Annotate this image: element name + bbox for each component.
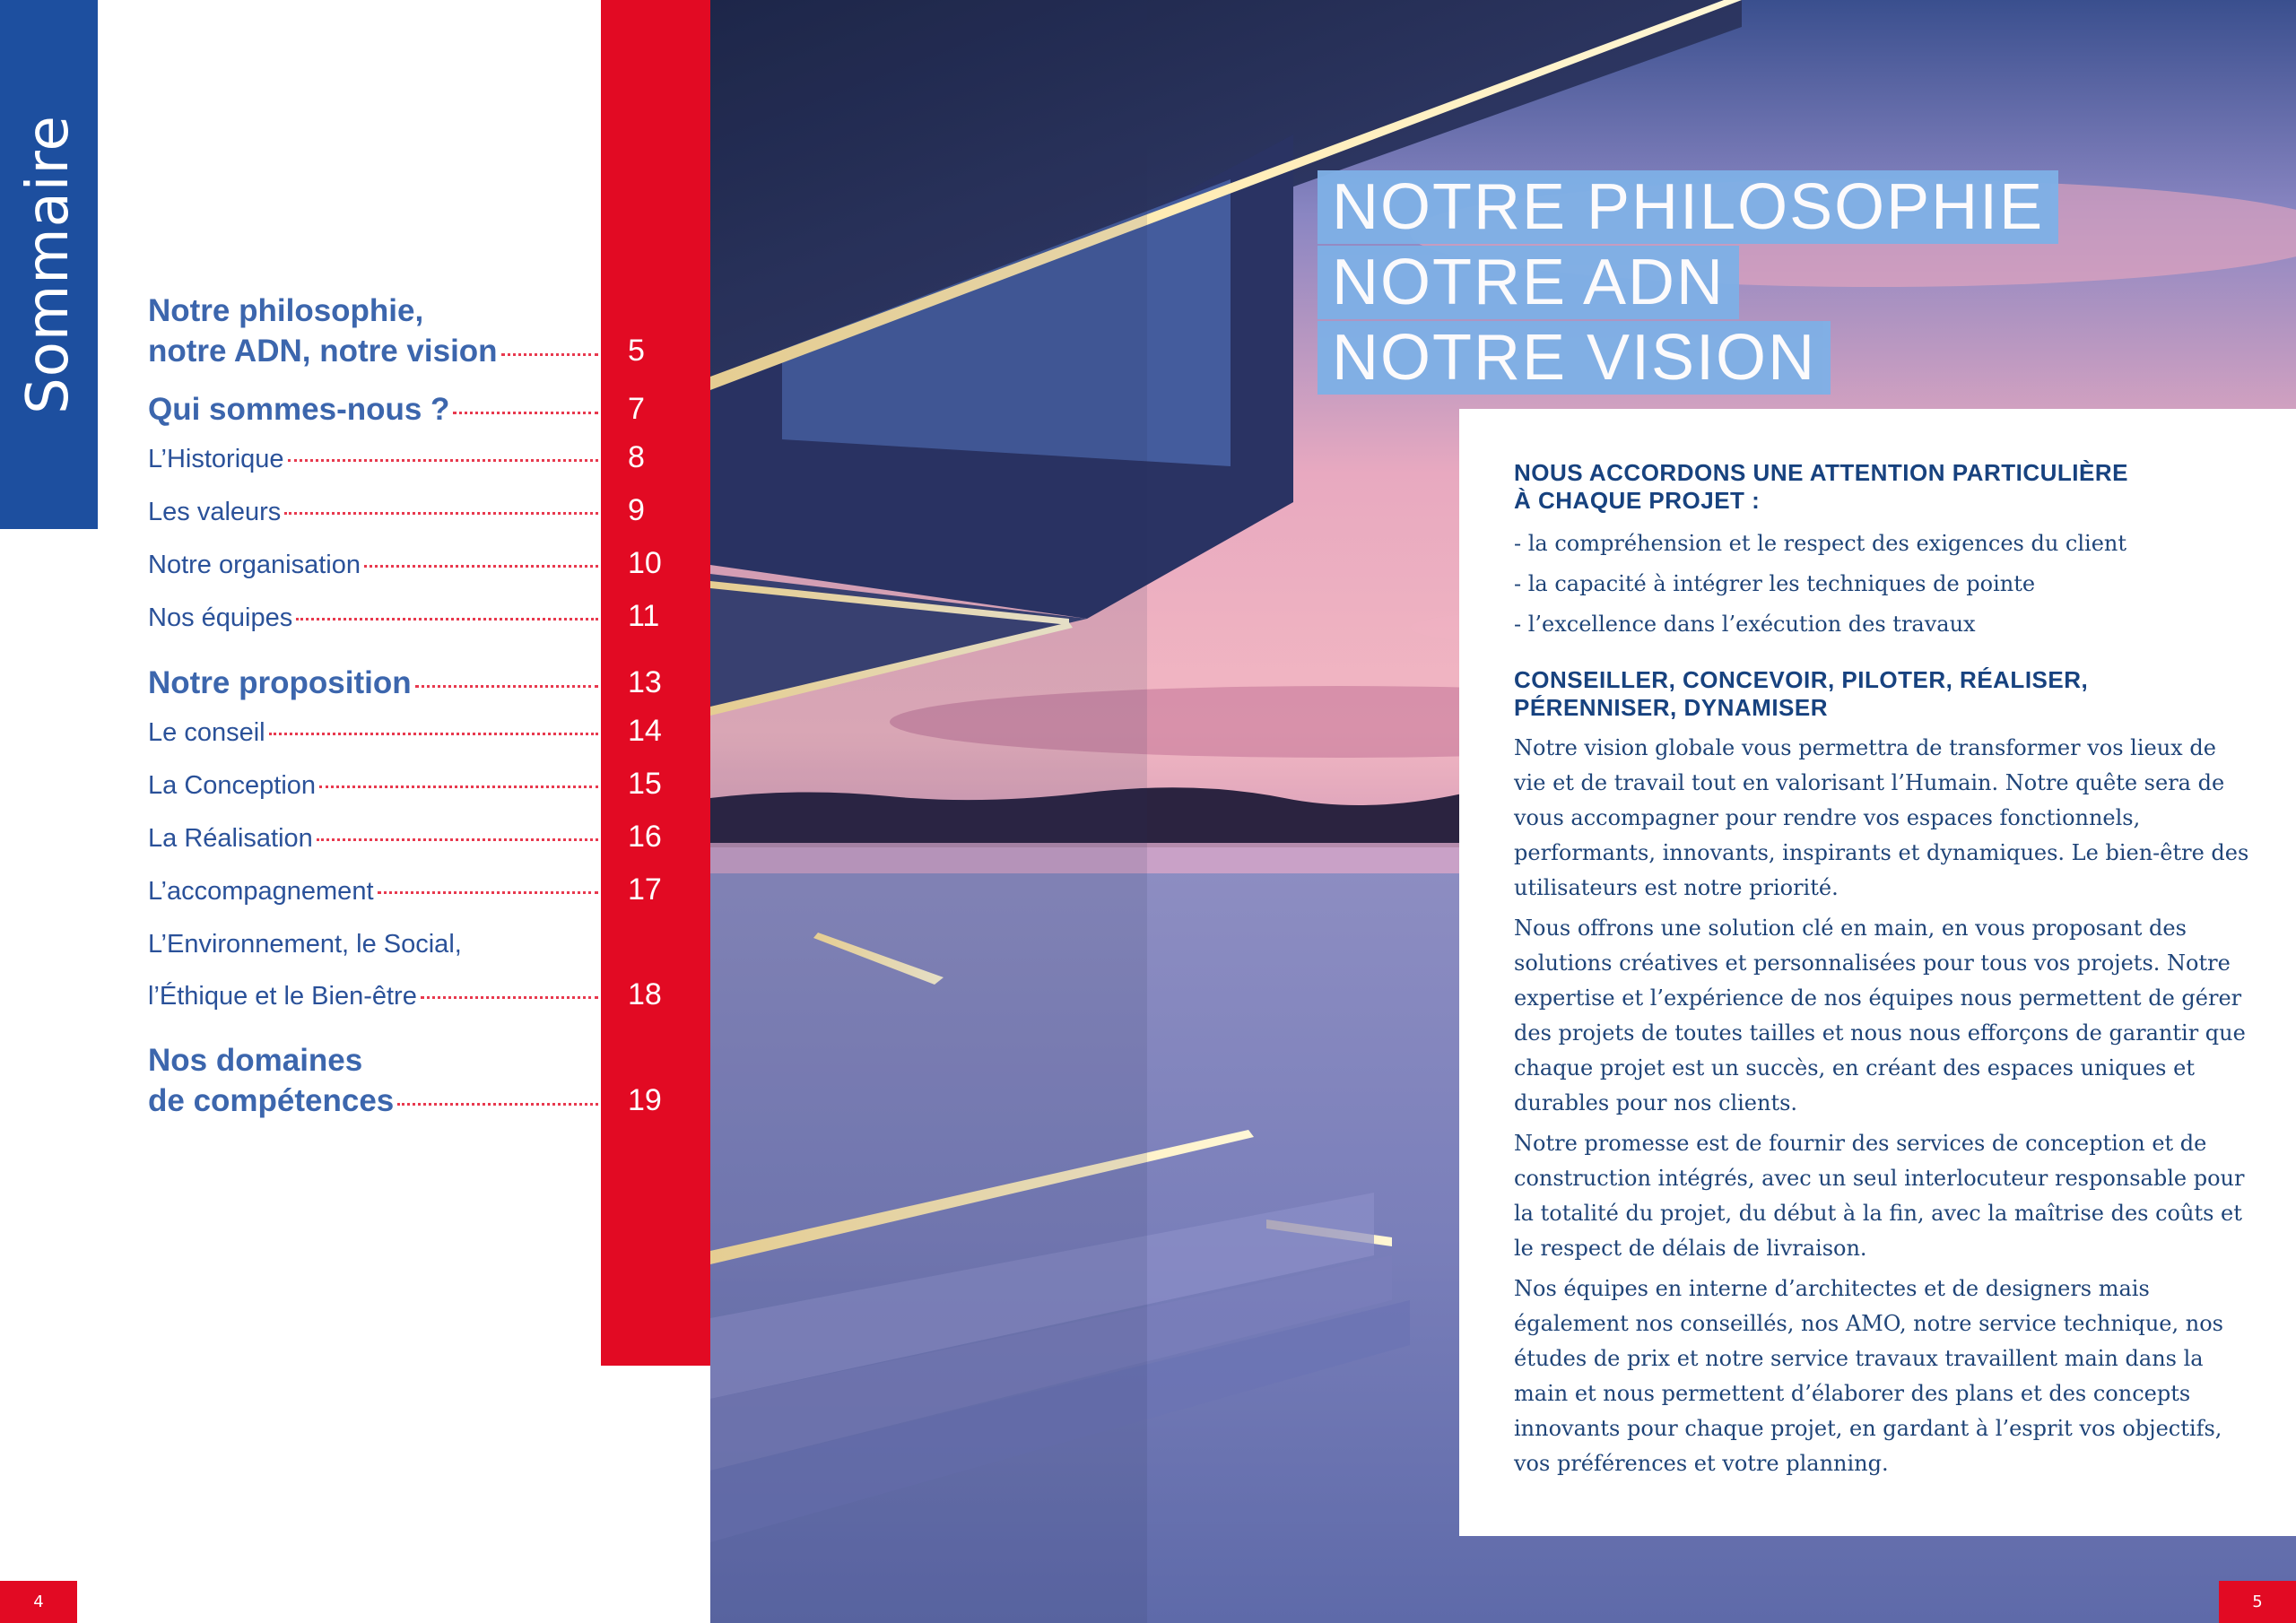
toc-page-number: 11 — [628, 599, 660, 633]
toc-entry-label: La Conception — [148, 771, 317, 800]
toc-entry[interactable] — [148, 716, 598, 768]
headline-line-2: NOTRE ADN — [1318, 246, 1739, 319]
toc-entry-label: L’accompagnement — [148, 877, 374, 906]
toc-page-number: 9 — [628, 493, 645, 527]
headline-line-3: NOTRE VISION — [1318, 321, 1831, 395]
toc-leader-dots — [284, 512, 598, 515]
toc-page-number: 18 — [628, 977, 662, 1011]
toc-entry-label: Notre philosophie, — [148, 293, 424, 328]
toc-page-number: 17 — [628, 872, 662, 907]
page-number-left: 4 — [0, 1581, 77, 1623]
toc-leader-dots — [288, 459, 598, 462]
bullet-item: - l’excellence dans l’exécution des travaux — [1514, 612, 1976, 637]
toc-entry-label: Notre proposition — [148, 665, 412, 700]
section-title-attention: NOUS ACCORDONS UNE ATTENTION PARTICULIÈRE À CHAQUE PROJET : — [1514, 459, 2128, 514]
toc-page-number: 16 — [628, 820, 662, 854]
toc-page-number: 5 — [628, 334, 645, 368]
toc-leader-dots — [415, 685, 598, 688]
toc-page-number: 14 — [628, 714, 662, 748]
toc-page-number: 8 — [628, 440, 645, 474]
toc-leader-dots — [364, 565, 598, 568]
headline — [1318, 170, 2058, 396]
toc-leader-dots — [397, 1103, 598, 1106]
toc-page-number: 7 — [628, 392, 645, 426]
bullet-item: - la capacité à intégrer les techniques de pointe — [1514, 571, 2036, 596]
paragraph: Notre vision globale vous permettra de transformer vos lieux de vie et de travail tout en valorisant l’Humain. Notre quête sera de vous accompagner pour rendre vos espaces fonctionnels, performants, innovants, inspirants et dynamiques. Le bien-être des utilisateurs est notre priorité. — [1514, 735, 2249, 900]
content-panel — [1459, 409, 2296, 1536]
toc-entry[interactable] — [148, 822, 598, 874]
toc-entry-label: notre ADN, notre vision — [148, 334, 498, 369]
toc-leader-dots — [453, 412, 598, 414]
toc-leader-dots — [317, 838, 598, 841]
toc-entry-label: La Réalisation — [148, 824, 313, 853]
page-number-right: 5 — [2219, 1581, 2296, 1623]
toc-page-number: 13 — [628, 665, 662, 699]
toc-entry-label: Notre organisation — [148, 551, 361, 579]
toc-entry[interactable] — [148, 549, 598, 601]
paragraph: Nous offrons une solution clé en main, en vous proposant des solutions créatives et personnalisées pour tous vos projets. Notre expertise et l’expérience de nos équipes nous permettent de gérer des projets de toutes tailles et nous nous efforçons de garantir que chaque projet est un succès, en créant des espaces uniques et durables pour nos clients. — [1514, 916, 2246, 1115]
toc-entry[interactable] — [148, 602, 598, 654]
sidebar-title: Sommaire — [15, 115, 82, 414]
toc-entry-label: L’Environnement, le Social, — [148, 930, 462, 959]
toc-leader-dots — [296, 618, 598, 621]
toc-entry[interactable] — [148, 443, 598, 495]
toc-entry[interactable] — [148, 1040, 598, 1121]
toc-page-number: 19 — [628, 1083, 662, 1117]
toc-entry[interactable] — [148, 496, 598, 548]
toc-leader-dots — [501, 353, 598, 356]
toc-entry-label: L’Historique — [148, 445, 284, 473]
toc-entry-label: Qui sommes-nous ? — [148, 392, 450, 427]
sidebar-tab — [0, 0, 98, 529]
toc-entry-label: de compétences — [148, 1083, 395, 1118]
toc-entry[interactable] — [148, 928, 598, 1032]
toc-leader-dots — [319, 785, 598, 788]
toc-entry-label: Nos domaines — [148, 1043, 363, 1078]
toc-entry[interactable] — [148, 875, 598, 927]
toc-page-number: 10 — [628, 546, 662, 580]
toc-entry[interactable] — [148, 663, 598, 703]
bullet-item: - la compréhension et le respect des exigences du client — [1514, 531, 2127, 556]
toc-leader-dots — [269, 733, 598, 735]
toc-entry[interactable] — [148, 389, 598, 430]
toc-entry-label: Nos équipes — [148, 603, 293, 632]
toc-entry-label: Les valeurs — [148, 498, 282, 526]
paragraph: Nos équipes en interne d’architectes et de designers mais également nos conseillés, nos AMO, notre service technique, nos études de prix et notre service travaux travaillent main dans la main et nous permettent d’élaborer des plans et des concepts innovants pour chaque projet, en gardant à l’esprit vos objectifs, vos préférences et votre planning. — [1514, 1276, 2223, 1476]
section-title-services: CONSEILLER, CONCEVOIR, PILOTER, RÉALISER, PÉRENNISER, DYNAMISER — [1514, 666, 2089, 721]
toc-leader-dots — [421, 996, 598, 999]
toc-entry-label: Le conseil — [148, 718, 265, 747]
toc-page-number: 15 — [628, 767, 662, 801]
paragraph: Notre promesse est de fournir des services de conception et de construction intégrés, avec un seul interlocuteur responsable pour la totalité du projet, du début à la fin, avec la maîtrise des coûts et le respect de délais de livraison. — [1514, 1131, 2245, 1261]
toc-leader-dots — [378, 891, 599, 894]
toc-entry[interactable] — [148, 769, 598, 821]
headline-line-1: NOTRE PHILOSOPHIE — [1318, 170, 2058, 244]
toc-entry[interactable] — [148, 291, 598, 371]
toc-entry-label: l’Éthique et le Bien-être — [148, 982, 417, 1011]
